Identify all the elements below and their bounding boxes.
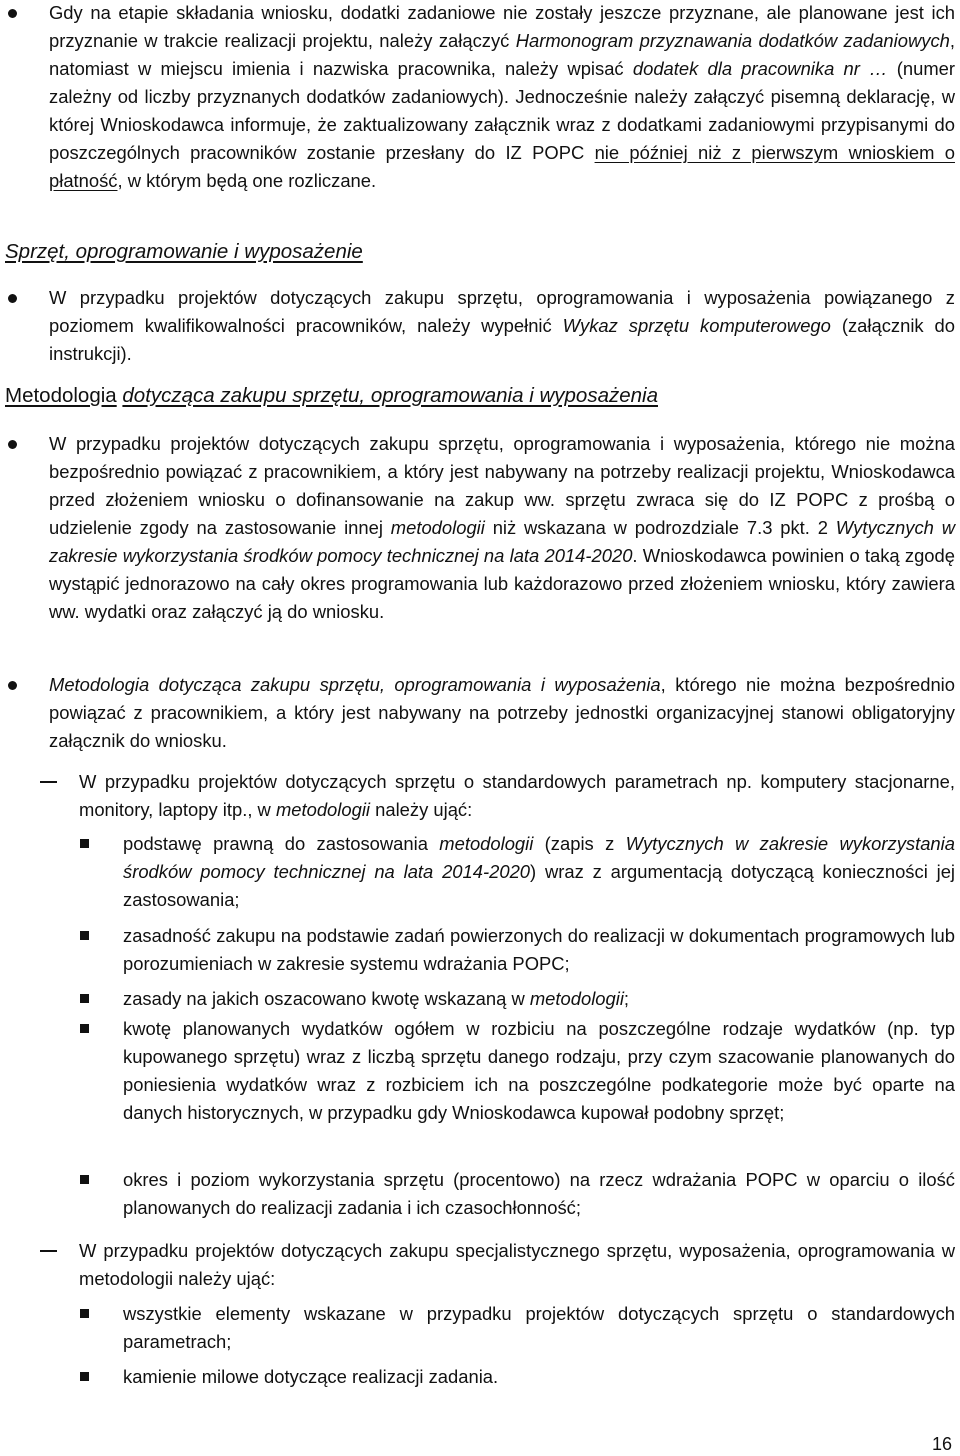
section-heading-methodology [5, 382, 658, 410]
text: (numer zależny od liczby przyznanych dodatków zadaniowych). Jednocześnie należy załączyć pisemną deklarację, w której Wnioskodawca informuje, że zaktualizowany załącznik wraz z dodatkami zadaniowymi przypisanymi do poszczególnych pracowników zostanie przesłany do IZ POPC [49, 58, 955, 163]
italic-text: Harmonogram przyznawania dodatków zadaniowych [515, 30, 950, 51]
square-marker [80, 839, 89, 848]
italic-text: Wykaz sprzętu komputerowego [562, 315, 831, 336]
list-item-equipment-list [49, 284, 955, 368]
paragraph [49, 284, 955, 368]
bullet-dot [8, 9, 17, 18]
paragraph: zasadność zakupu na podstawie zadań powierzonych do realizacji w dokumentach programowych lub porozumieniach w zakresie systemu wdrażania POPC; [123, 925, 955, 974]
text: W przypadku projektów dotyczących zakupu sprzętu, oprogramowania i wyposażenia, którego nie można bezpośrednio powiązać z pracownikiem, a który jest nabywany na potrzeby realizacji projektu, Wnioskodawca przed złożeniem wniosku o dofinansowanie na zakup ww. sprzętu zwraca się do IZ POPC z prośbą o udzielenie zgody na zastosowanie innej [49, 433, 955, 538]
italic-text: metodologii [439, 833, 534, 854]
paragraph: okres i poziom wykorzystania sprzętu (procentowo) na rzecz wdrażania POPC w oparciu o ilość planowanych do realizacji zadania i ich czasochłonność; [123, 1169, 955, 1218]
italic-text: Metodologia dotycząca zakupu sprzętu, oprogramowania i wyposażenia [49, 674, 661, 695]
list-item-specialist-equipment [79, 1237, 955, 1293]
paragraph [79, 768, 955, 824]
heading-text: Sprzęt, oprogramowanie i wyposażenie [5, 240, 363, 263]
list-item-planned-expenses [123, 1015, 955, 1127]
paragraph [49, 0, 955, 195]
list-item-methodology-mandatory [49, 671, 955, 755]
text: . Wnioskodawca powinien o taką zgodę wystąpić jednorazowo na cały okres programowania lub każdorazowo przed złożeniem wniosku, który zawiera ww. wydatki oraz załączyć ją do wniosku. [49, 545, 955, 622]
square-marker [80, 1024, 89, 1033]
text: ; [623, 988, 630, 1009]
square-marker [80, 1309, 89, 1318]
bullet-dot [8, 440, 17, 449]
text: W przypadku projektów dotyczących sprzętu o standardowych parametrach np. komputery stacjonarne, monitory, laptopy itp., w [79, 771, 955, 820]
paragraph: wszystkie elementy wskazane w przypadku projektów dotyczących sprzętu o standardowych parametrach; [123, 1303, 955, 1352]
list-item-methodology-consent [49, 430, 955, 626]
text: ) wraz z argumentacją dotyczącą konieczności jej zastosowania; [123, 861, 956, 910]
text: (załącznik do instrukcji). [49, 315, 955, 364]
page-number: 16 [932, 1434, 953, 1454]
square-marker [80, 931, 89, 940]
text: , natomiast w miejscu imienia i nazwiska pracownika, należy wpisać [49, 30, 955, 79]
list-item-legal-basis [123, 830, 955, 914]
italic-text: dodatek dla pracownika nr … [632, 58, 888, 79]
list-item-usage-period [123, 1166, 955, 1222]
paragraph: kamienie milowe dotyczące realizacji zadania. [123, 1366, 499, 1387]
list-item-standard-equipment [79, 768, 955, 824]
paragraph [49, 671, 955, 755]
list-item-justification [123, 922, 955, 978]
text: W przypadku projektów dotyczących zakupu sprzętu, oprogramowania i wyposażenia powiązanego z poziomem kwalifikowalności pracowników, należy wypełnić [49, 287, 955, 336]
italic-text: Wytycznych w zakresie wykorzystania środków pomocy technicznej na lata 2014-2020 [49, 517, 956, 566]
square-marker [80, 1372, 89, 1381]
text: niż wskazana w podrozdziale 7.3 pkt. 2 [484, 517, 836, 538]
text: Gdy na etapie składania wniosku, dodatki zadaniowe nie zostały jeszcze przyznane, ale planowane jest ich przyznanie w trakcie realizacji projektu, należy załączyć [49, 2, 955, 51]
text: , którego nie można bezpośrednio powiązać z pracownikiem, a który jest nabywany na potrzeby jednostki organizacyjnej stanowi obligatoryjny załącznik do wniosku. [49, 674, 955, 751]
paragraph: kwotę planowanych wydatków ogółem w rozbiciu na poszczególne rodzaje wydatków (np. typ kupowanego sprzętu) wraz z liczbą sprzętu danego rodzaju, przy czym szacowanie planowanych do poniesienia wydatków wraz z rozbiciem ich na poszczególne podkategorie może być oparte na danych historycznych, w przypadku gdy Wnioskodawca kupował podobny sprzęt; [123, 1018, 955, 1123]
heading-word: Metodologia [5, 384, 117, 407]
paragraph: W przypadku projektów dotyczących zakupu specjalistycznego sprzętu, wyposażenia, oprogramowania w metodologii należy ująć: [79, 1240, 955, 1289]
list-item-milestones [123, 1363, 955, 1391]
list-item-task-bonuses [49, 0, 955, 195]
paragraph [49, 430, 955, 626]
italic-text: Wytycznych w zakresie wykorzystania środków pomocy technicznej na lata 2014-2020 [123, 833, 955, 882]
underlined-text: nie później niż z pierwszym wnioskiem o płatność [49, 142, 955, 191]
bullet-dot [8, 294, 17, 303]
square-marker [80, 1175, 89, 1184]
italic-text: metodologii [529, 988, 624, 1009]
italic-text: metodologii [390, 517, 485, 538]
italic-text: metodologii [275, 799, 370, 820]
bullet-dot [8, 681, 17, 690]
paragraph [123, 830, 955, 914]
list-item-all-elements [123, 1300, 955, 1356]
section-heading-equipment [5, 238, 363, 266]
text: należy ująć: [370, 799, 473, 820]
text: zasady na jakich oszacowano kwotę wskazaną w [123, 988, 530, 1009]
square-marker [80, 994, 89, 1003]
text: podstawę prawną do zastosowania [123, 833, 440, 854]
text: (zapis z [533, 833, 626, 854]
heading-text: dotycząca zakupu sprzętu, oprogramowania i wyposażenia [122, 384, 658, 407]
dash-marker [40, 781, 57, 783]
paragraph [123, 985, 955, 1013]
dash-marker [40, 1250, 57, 1252]
text: , w którym będą one rozliczane. [117, 170, 377, 191]
list-item-estimation-rules [123, 985, 955, 1013]
